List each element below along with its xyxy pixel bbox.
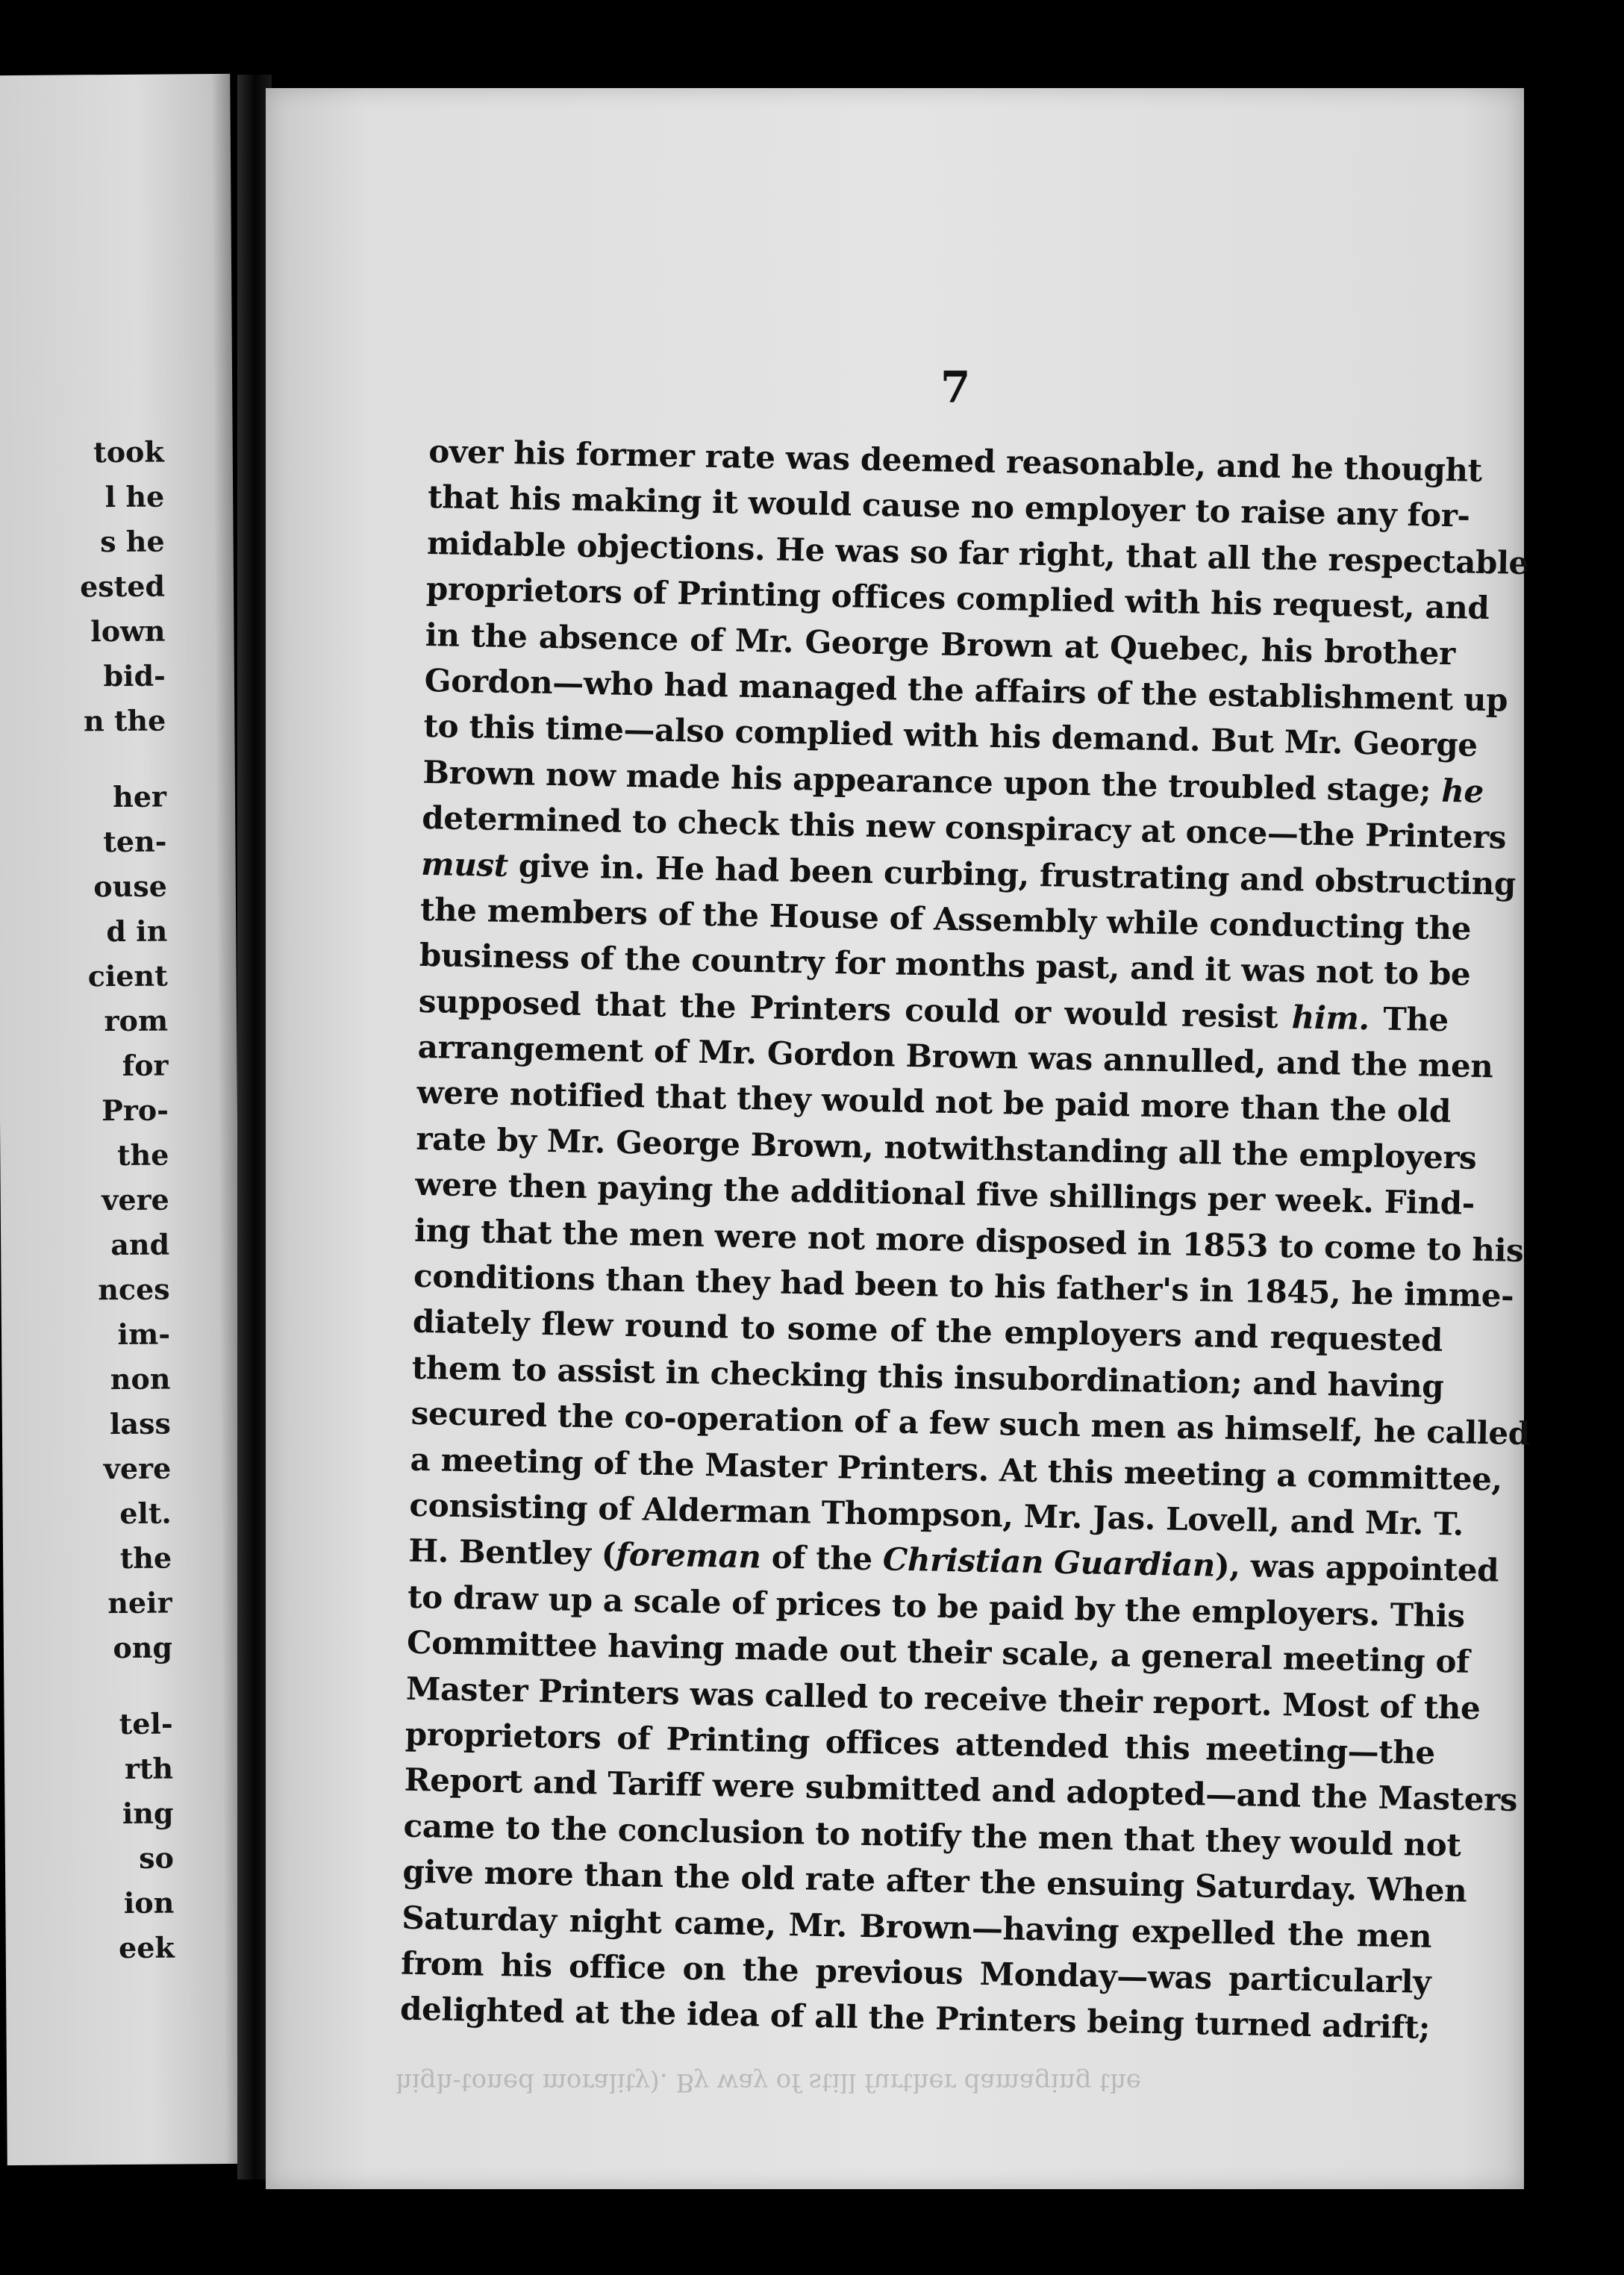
page-number: 7	[940, 362, 971, 413]
text-line: a meeting of the Master Printers. At this meeting a committee,	[410, 1441, 1503, 1498]
facing-page-fragment: rom	[104, 1003, 169, 1038]
facing-page-fragment: her	[112, 779, 167, 814]
text-line: ing that the men were not more disposed in 1853 to come to his	[413, 1211, 1524, 1269]
facing-page-fragment: ion	[123, 1885, 175, 1920]
facing-page-fragment: neir	[107, 1585, 172, 1620]
facing-page-text	[75, 430, 175, 1971]
facing-page-fragment: vere	[102, 1182, 169, 1217]
text-line: Report and Tariff were submitted and adopted—and the Masters	[404, 1761, 1518, 1819]
text-line: Brown now made his appearance upon the troubled stage; he	[422, 753, 1484, 810]
text-line: were notified that they would not be paid more than the old	[416, 1074, 1452, 1130]
text-line: to draw up a scale of prices to be paid by the employers. This	[407, 1578, 1466, 1635]
text-line: the members of the House of Assembly while conducting the	[419, 890, 1472, 947]
facing-page-fragment: so	[139, 1841, 175, 1875]
text-line: over his former rate was deemed reasonable, and he thought	[428, 432, 1483, 489]
text-line: rate by Mr. George Brown, notwithstanding all the employers	[416, 1120, 1477, 1176]
facing-page-fragment: non	[110, 1361, 171, 1396]
facing-page-fragment: the	[119, 1541, 172, 1576]
facing-page-fragment: d in	[106, 914, 168, 949]
text-line: to this time—also complied with his demand. But Mr. George	[423, 708, 1478, 764]
facing-page-fragment	[76, 743, 166, 776]
facing-page-fragment: ing	[122, 1796, 174, 1830]
text-line: Committee having made out their scale, a general meeting of	[406, 1623, 1470, 1680]
text-line: them to assist in checking this insubordination; and having	[411, 1349, 1444, 1405]
facing-page-fragment: bid-	[103, 658, 166, 693]
facing-page-fragment: the	[116, 1138, 169, 1173]
facing-page	[0, 74, 245, 2165]
bleed-through-text: high-toned morality). By way of still further damaging the	[396, 2068, 1141, 2097]
facing-page-fragment: rth	[124, 1751, 174, 1785]
text-line: determined to check this new conspiracy at once—the Printers	[421, 799, 1507, 856]
text-line: diately flew round to some of the employers and requested	[412, 1303, 1443, 1359]
text-line: were then paying the additional five shillings per week. Find-	[414, 1166, 1475, 1223]
facing-page-fragment: lass	[109, 1406, 172, 1441]
text-line: proprietors of Printing offices complied with his request, and	[425, 570, 1490, 627]
facing-page-fragment: cient	[87, 958, 168, 993]
facing-page-fragment: l he	[104, 479, 165, 514]
facing-page-fragment: ested	[79, 569, 166, 604]
facing-page-fragment: n the	[83, 703, 166, 738]
facing-page-fragment: and	[110, 1227, 170, 1262]
text-line: secured the co-operation of a few such men as himself, he called	[410, 1394, 1531, 1452]
text-line: arrangement of Mr. Gordon Brown was annulled, and the men	[417, 1028, 1493, 1085]
text-line: that his making it would cause no employer to raise any for-	[427, 478, 1470, 534]
text-line: supposed that the Printers could or would resist him. The	[418, 982, 1449, 1038]
facing-page-fragment: s he	[99, 524, 165, 559]
text-line: H. Bentley (foreman of the Christian Guardian), was appointed	[407, 1532, 1499, 1589]
facing-page-fragment: ong	[113, 1630, 173, 1665]
body-text	[399, 428, 1531, 2051]
text-line: Saturday night came, Mr. Brown—having expelled the men	[401, 1899, 1432, 1955]
facing-page-fragment: elt.	[119, 1496, 172, 1531]
text-line: conditions than they had been to his father's in 1845, he imme-	[413, 1257, 1514, 1314]
facing-page-fragment: for	[122, 1048, 169, 1082]
facing-page-fragment: Pro-	[102, 1093, 169, 1128]
facing-page-fragment: im-	[117, 1317, 171, 1352]
text-line: delighted at the idea of all the Printers being turned adrift;	[399, 1990, 1431, 2047]
text-line: give more than the old rate after the ensuing Saturday. When	[402, 1853, 1467, 1909]
text-line: consisting of Alderman Thompson, Mr. Jas. Lovell, and Mr. T.	[409, 1486, 1464, 1543]
text-line: must give in. He had been curbing, frustrating and obstructing	[420, 845, 1517, 902]
text-line: proprietors of Printing offices attended this meeting—the	[405, 1715, 1436, 1771]
text-line: business of the country for months past, and it was not to be	[419, 937, 1471, 993]
facing-page-fragment: took	[93, 434, 164, 469]
facing-page-fragment: tel-	[119, 1706, 173, 1741]
text-line: Master Printers was called to receive their report. Most of the	[405, 1670, 1481, 1726]
text-line: midable objections. He was so far right, that all the respectable	[426, 524, 1529, 581]
facing-page-fragment	[83, 1670, 172, 1703]
facing-page-fragment: lown	[90, 614, 166, 649]
text-line: in the absence of Mr. George Brown at Quebec, his brother	[425, 616, 1456, 672]
text-line: Gordon—who had managed the affairs of the establishment up	[424, 661, 1508, 719]
facing-page-fragment: eek	[118, 1930, 175, 1965]
text-line: from his office on the previous Monday—was particularly	[400, 1944, 1431, 2000]
text-line: came to the conclusion to notify the men that they would not	[403, 1807, 1461, 1864]
facing-page-fragment: ouse	[93, 869, 167, 904]
facing-page-fragment: ten-	[103, 824, 167, 859]
facing-page-fragment: nces	[98, 1272, 170, 1307]
facing-page-fragment: vere	[103, 1451, 172, 1486]
